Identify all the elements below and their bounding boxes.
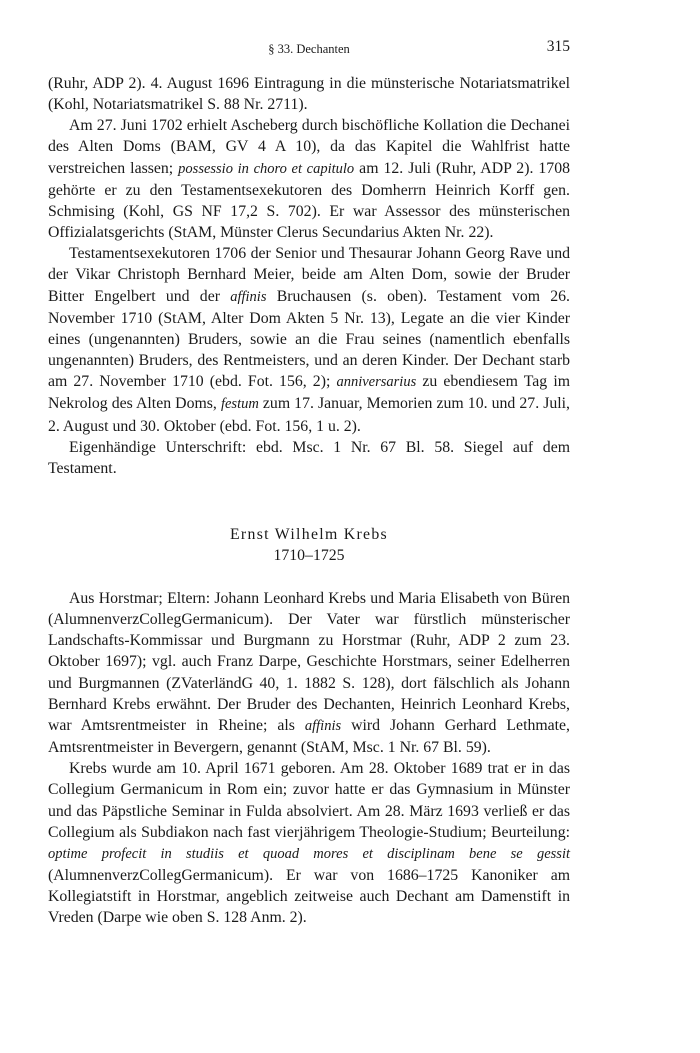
text-run: wird Johann Gerhard Lethmate, Amtsrentmeister in Bevergern, genannt (StAM, Msc. 1 Nr. 67 Bl. 59). — [48, 716, 571, 757]
section-title: § 33. Dechanten — [268, 42, 350, 56]
entry-name: Ernst Wilhelm Krebs — [229, 525, 389, 543]
entry-heading — [48, 524, 570, 566]
paragraph — [48, 588, 570, 758]
entry-years: 1710–1725 — [273, 546, 345, 564]
latin-phrase: optime profecit in studiis et quoad mores et disciplinam bene se gessit — [48, 845, 570, 862]
paragraph — [48, 243, 570, 436]
latin-phrase: possessio in choro et capitulo — [178, 160, 355, 177]
paragraph: Eigenhändige Unterschrift: ebd. Msc. 1 Nr. 67 Bl. 58. Siegel auf dem Testament. — [48, 438, 570, 477]
previous-entry — [48, 73, 570, 479]
text-run: Bruchausen (s. oben). Testament vom 26. November 1710 (StAM, Alter Dom Akten 5 Nr. 13), Legate an die vier Kinder eines (ungenannten) Bruders, sowie an die Frau seines (namentlich ebenfalls ungenannten) Bruders, des Rentmeisters, und an deren Kinder. Der Dechant starb am 27. November 1710 (ebd. Fot. 156, 2); — [48, 287, 571, 391]
text-run: Aus Horstmar; Eltern: Johann Leonhard Krebs und Maria Elisabeth von Büren (AlumnenverzCollegGermanicum). Der Vater war fürstlich münsterischer Landschafts-Kommissar und Burgmann zu Horstmar (Ruhr, ADP 2 zum 23. Oktober 1697); vgl. auch Franz Darpe, Geschichte Horstmars, seiner Edelherren und Burgmannen (ZVaterländG 40, 1. 1882 S. 128), dort fälschlich als Johann Bernhard Krebs erwähnt. Der Bruder des Dechanten, Heinrich Leonhard Krebs, war Amtsrentmeister in Rheine; als — [48, 589, 570, 734]
paragraph — [48, 758, 570, 928]
paragraph — [48, 115, 570, 243]
text-run: Krebs wurde am 10. April 1671 geboren. Am 28. Oktober 1689 trat er in das Collegium Germanicum in Rom ein; zuvor hatte er das Gymnasium in Münster und das Päpstliche Seminar in Fulda absolviert. Am 28. März 1693 verließ er das Collegium als Subdiakon nach fast vierjährigem Theologie-Studium; Beurteilung: — [48, 760, 570, 841]
latin-term: anniversarius — [336, 374, 417, 391]
text-run: Am 27. Juni 1702 erhielt Ascheberg durch bischöfliche Kollation die Dechanei des Alten Doms (BAM, GV 4 A 10), da das Kapitel die Wahlfrist hatte verstreichen lassen; — [48, 117, 570, 177]
text-run: am 12. Juli (Ruhr, ADP 2). 1708 gehörte er zu den Testamentsexekutoren des Domherrn Heinrich Korff gen. Schmising (Kohl, GS NF 17,2 S. 702). Er war Assessor des münsterischen Offizialatsgerichts (StAM, Münster Clerus Secundarius Akten Nr. 22). — [48, 159, 571, 242]
text-run: zum 17. Januar, Memorien zum 10. und 27. Juli, 2. August und 30. Oktober (ebd. Fot. 156, 1 u. 2). — [48, 395, 570, 435]
latin-term: affinis — [230, 288, 267, 305]
text-run: Testamentsexekutoren 1706 der Senior und Thesaurar Johann Georg Rave und der Vikar Christoph Bernhard Meier, beide am Alten Dom, sowie der Bruder Bitter Engelbert und der — [48, 245, 570, 305]
text-run: (AlumnenverzCollegGermanicum). Er war von 1686–1725 Kanoniker am Kollegiatstift in Horstmar, angeblich zeitweise auch Dechant am Damenstift in Vreden (Darpe wie oben S. 128 Anm. 2). — [48, 867, 570, 927]
latin-term: festum — [220, 396, 259, 413]
page-number: 315 — [546, 38, 570, 55]
book-page — [48, 38, 570, 928]
entry-body — [48, 588, 570, 929]
paragraph: (Ruhr, ADP 2). 4. August 1696 Eintragung in die münsterische Notariatsmatrikel (Kohl, Notariatsmatrikel S. 88 Nr. 2711). — [48, 75, 570, 114]
running-head — [48, 38, 570, 62]
text-run: zu ebendiesem Tag im Nekrolog des Alten Doms, — [48, 373, 570, 413]
latin-term: affinis — [304, 717, 342, 734]
